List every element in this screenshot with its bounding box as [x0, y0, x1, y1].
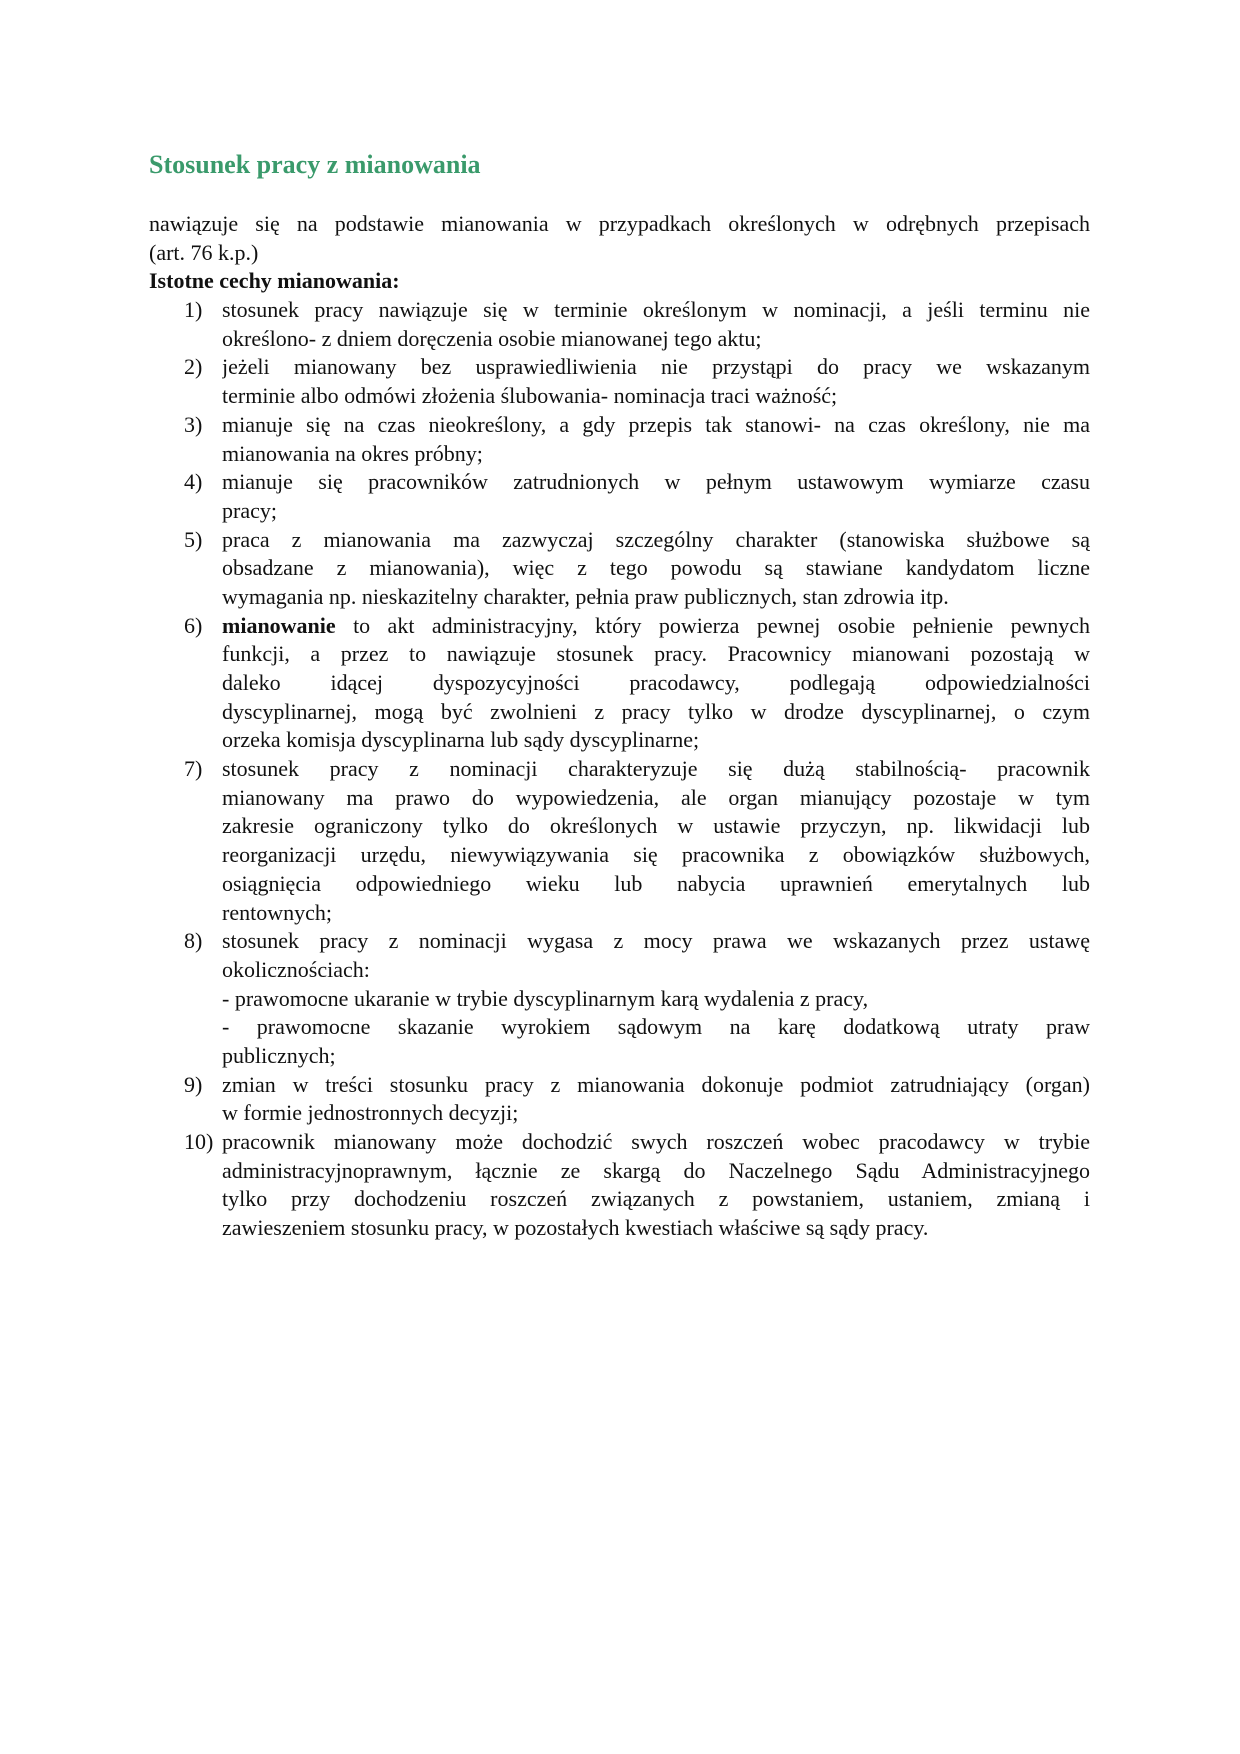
- list-item-line: stosunek pracy z nominacji charakteryzuje się dużą stabilnością- pracownik: [222, 756, 1090, 782]
- list-item-number: 3): [184, 411, 203, 437]
- list-item-line: administracyjnoprawnym, łącznie ze skargą do Naczelnego Sądu Administracyjnego: [222, 1157, 1090, 1183]
- list-item-line: reorganizacji urzędu, niewywiązywania się pracownika z obowiązków służbowych,: [222, 842, 1090, 868]
- list-item-line: zawieszeniem stosunku pracy, w pozostałych kwestiach właściwe są sądy pracy.: [222, 1215, 929, 1241]
- list-item-line: funkcji, a przez to nawiązuje stosunek pracy. Pracownicy mianowani pozostają w: [222, 641, 1090, 667]
- list-item-line: mianowany ma prawo do wypowiedzenia, ale organ mianujący pozostaje w tym: [222, 784, 1090, 810]
- list-item-line: stosunek pracy nawiązuje się w terminie określonym w nominacji, a jeśli terminu nie: [222, 297, 1090, 323]
- list-item-line: mianuje się na czas nieokreślony, a gdy przepis tak stanowi- na czas określony, nie ma: [222, 411, 1090, 437]
- list-item-number: 9): [184, 1071, 203, 1097]
- bold-term: mianowanie: [222, 612, 336, 638]
- list-item: [149, 755, 1090, 927]
- list-item: [149, 296, 1090, 353]
- list-item-line: okolicznościach:: [222, 956, 370, 982]
- list-item-number: 2): [184, 354, 203, 380]
- list-item-line: wymagania np. nieskazitelny charakter, pełnia praw publicznych, stan zdrowia itp.: [222, 583, 949, 609]
- list-item-number: 4): [184, 469, 203, 495]
- list-item-line: zakresie ograniczony tylko do określonych w ustawie przyczyn, np. likwidacji lub: [222, 813, 1090, 839]
- list-item-line: jeżeli mianowany bez usprawiedliwienia nie przystąpi do pracy we wskazanym: [222, 354, 1090, 380]
- list-item-line: pracownik mianowany może dochodzić swych roszczeń wobec pracodawcy w trybie: [222, 1129, 1090, 1154]
- list-item-line: obsadzane z mianowania), więc z tego powodu są stawiane kandydatom liczne: [222, 555, 1090, 581]
- list-item-line: mianuje się pracowników zatrudnionych w pełnym ustawowym wymiarze czasu: [222, 469, 1090, 495]
- line-text: to akt administracyjny, który powierza pewnej osobie pełnienie pewnych: [335, 612, 1090, 638]
- list-item: [149, 526, 1090, 612]
- list-item-line: osiągnięcia odpowiedniego wieku lub nabycia uprawnień emerytalnych lub: [222, 870, 1090, 896]
- list-item-number: 8): [184, 928, 203, 954]
- intro-line: (art. 76 k.p.): [149, 239, 259, 265]
- features-list: [149, 296, 1090, 1243]
- document-body: [149, 210, 1090, 1243]
- list-item-line: - prawomocne skazanie wyrokiem sądowym na karę dodatkową utraty praw: [222, 1014, 1090, 1040]
- list-item-line: [222, 612, 1090, 641]
- list-item-line: stosunek pracy z nominacji wygasa z mocy prawa we wskazanych przez ustawę: [222, 928, 1090, 954]
- list-item-line: - prawomocne ukaranie w trybie dyscyplinarnym karą wydalenia z pracy,: [222, 985, 869, 1011]
- list-item: [149, 927, 1090, 1070]
- list-item-line: terminie albo odmówi złożenia ślubowania- nominacja traci ważność;: [222, 383, 838, 409]
- list-item-number: 1): [184, 297, 203, 323]
- list-item-line: w formie jednostronnych decyzji;: [222, 1100, 519, 1126]
- intro-paragraph: [149, 210, 1090, 267]
- list-item-line: praca z mianowania ma zazwyczaj szczególny charakter (stanowiska służbowe są: [222, 526, 1090, 552]
- list-item: [149, 612, 1090, 755]
- list-item-line: tylko przy dochodzeniu roszczeń związanych z powstaniem, ustaniem, zmianą i: [222, 1186, 1090, 1212]
- list-item-line: dyscyplinarnej, mogą być zwolnieni z pracy tylko w drodze dyscyplinarnej, o czym: [222, 698, 1090, 724]
- list-item-line: pracy;: [222, 497, 277, 523]
- list-item-line: określono- z dniem doręczenia osobie mianowanej tego aktu;: [222, 325, 762, 351]
- list-item-number: 7): [184, 756, 203, 782]
- document-title: Stosunek pracy z mianowania: [149, 150, 481, 179]
- list-item-line: rentownych;: [222, 899, 332, 925]
- list-item: [149, 411, 1090, 468]
- list-item-number: 5): [184, 526, 203, 552]
- list-item-line: orzeka komisja dyscyplinarna lub sądy dyscyplinarne;: [222, 727, 700, 753]
- intro-line: nawiązuje się na podstawie mianowania w przypadkach określonych w odrębnych przepisach: [149, 211, 1090, 236]
- list-item-line: publicznych;: [222, 1042, 336, 1068]
- list-item-line: mianowania na okres próbny;: [222, 440, 483, 466]
- list-item: [149, 1128, 1090, 1243]
- list-item-line: zmian w treści stosunku pracy z mianowania dokonuje podmiot zatrudniający (organ): [222, 1071, 1090, 1097]
- list-item-number: 6): [184, 612, 203, 638]
- list-item-number: 10): [184, 1129, 214, 1154]
- list-item-line: daleko idącej dyspozycyjności pracodawcy, podlegają odpowiedzialności: [222, 670, 1090, 695]
- features-heading: Istotne cechy mianowania:: [149, 268, 400, 294]
- list-item: [149, 353, 1090, 410]
- list-item: [149, 468, 1090, 525]
- list-item: [149, 1071, 1090, 1128]
